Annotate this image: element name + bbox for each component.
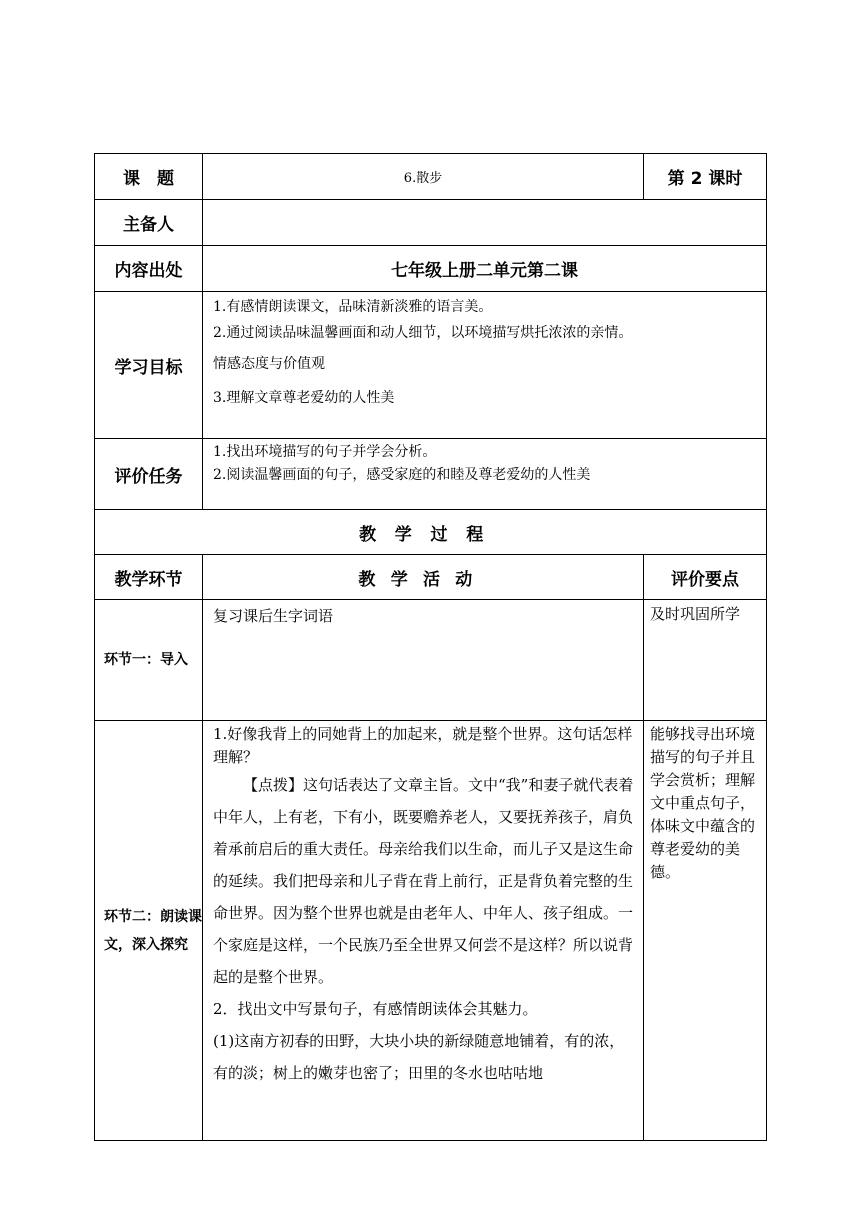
goal-item: 2.通过阅读品味温馨画面和动人细节，以环境描写烘托浓浓的亲情。 — [213, 325, 633, 341]
stage1-label: 环节一：导入 — [95, 600, 203, 721]
goals-label: 学习目标 — [95, 292, 203, 439]
stage1-row — [95, 600, 767, 721]
column-header-row — [95, 555, 767, 600]
process-title-row — [95, 510, 767, 555]
topic-value: 6.散步 — [203, 154, 644, 200]
task-item: 2.阅读温馨画面的句子，感受家庭的和睦及尊老爱幼的人性美 — [213, 467, 591, 483]
col-eval-header: 评价要点 — [644, 555, 767, 600]
stage2-label: 环节二：朗读课文，深入探究 — [95, 721, 203, 1141]
question-2-1: (1)这南方初春的田野，大块小块的新绿随意地铺着，有的浓，有的淡；树上的嫩芽也密了；田里的冬水也咕咕地 — [213, 1032, 625, 1082]
col-activity-header: 教学活动 — [203, 555, 644, 600]
source-row — [95, 246, 767, 292]
author-label: 主备人 — [95, 200, 203, 246]
stage2-eval: 能够找寻出环境描写的句子并且学会赏析；理解文中重点句子，体味文中蕴含的尊老爱幼的美德。 — [644, 721, 767, 1141]
lesson-plan-table — [94, 153, 767, 1141]
tip-paragraph: 【点拨】这句话表达了文章主旨。文中“我”和妻子就代表着中年人，上有老，下有小，既要赡养老人，又要抚养孩子，肩负着承前启后的重大责任。母亲给我们以生命，而儿子又是这生命的延续。我们把母亲和儿子背在背上前行，正是背负着完整的生命世界。因为整个世界也就是由老年人、中年人、孩子组成。一个家庭是这样，一个民族乃至全世界又何尝不是这样？所以说背起的是整个世界。 — [213, 776, 634, 986]
source-label: 内容出处 — [95, 246, 203, 292]
question-2: 2．找出文中写景句子，有感情朗读体会其魅力。 — [213, 1000, 538, 1018]
task-item: 1.找出环境描写的句子并学会分析。 — [213, 444, 437, 460]
process-title: 教学过程 — [95, 510, 767, 555]
stage1-activity: 复习课后生字词语 — [203, 600, 644, 721]
stage2-row — [95, 721, 767, 1141]
goals-row — [95, 292, 767, 439]
goal-item: 情感态度与价值观 — [213, 356, 325, 372]
tasks-row — [95, 439, 767, 510]
question-1: 1.好像我背上的同她背上的加起来，就是整个世界。这句话怎样理解？ — [213, 725, 633, 766]
period-value: 第 2 课时 — [644, 154, 767, 200]
goals-list — [203, 292, 767, 439]
author-row — [95, 200, 767, 246]
goal-item: 1.有感情朗读课文，品味清新淡雅的语言美。 — [213, 299, 493, 315]
goal-item: 3.理解文章尊老爱幼的人性美 — [213, 390, 395, 406]
topic-label: 课 题 — [95, 154, 203, 200]
stage2-activity — [203, 721, 644, 1141]
tasks-list — [203, 439, 767, 510]
stage1-eval: 及时巩固所学 — [644, 600, 767, 721]
col-stage-header: 教学环节 — [95, 555, 203, 600]
tasks-label: 评价任务 — [95, 439, 203, 510]
topic-row — [95, 154, 767, 200]
source-value: 七年级上册二单元第二课 — [203, 246, 767, 292]
author-value — [203, 200, 767, 246]
